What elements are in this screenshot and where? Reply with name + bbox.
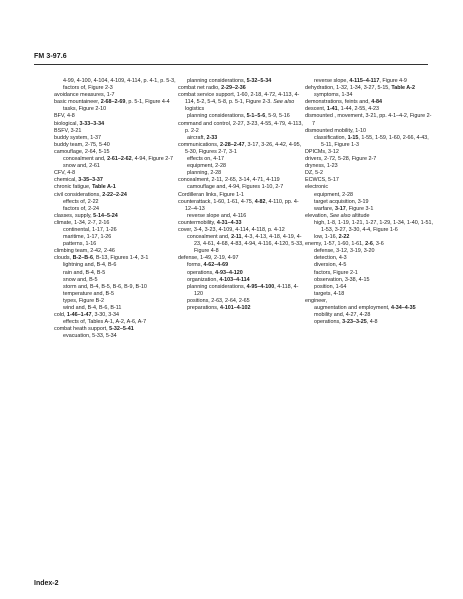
index-entry: dismounted mobility, 1-10 (305, 127, 367, 134)
index-subentry: warfare, 3-17, Figure 3-1 (314, 205, 374, 212)
index-subentry: types, Figure B-2 (63, 297, 105, 304)
index-entry: BSFV, 3-21 (54, 127, 82, 134)
index-entry: DPICMs, 3-12 (305, 148, 339, 155)
index-subentry: factors of, Figure 2-3 (63, 85, 113, 92)
index-subentry: planning considerations, 5-32–5-34 (187, 78, 272, 84)
index-subentry: equipment, 2-28 (187, 163, 226, 170)
index-entry: Cordilleran links, Figure 1-1 (178, 191, 244, 198)
header-rule (34, 64, 428, 65)
index-subentry: positions, 2-63, 2-64, 2-65 (187, 297, 250, 304)
index-subentry: classification, 1-15, 1-55, 1-59, 1-60, 2-66, 4-43, 5-11, Figure 1-3 (314, 134, 429, 148)
index-subentry: operations, 3-23–3-25, 4-8 (314, 319, 378, 326)
index-subentry: low, 1-16, 2-22 (314, 234, 350, 241)
index-entry: cold, 1-46–1-47, 3-30, 3-34 (54, 312, 120, 319)
index-subentry: continental, 1-17, 1-26 (63, 226, 117, 233)
index-subentry: patterns, 1-16 (63, 241, 97, 248)
index-subentry: planning considerations, 5-1–5-6, 5-9, 5-16 (187, 113, 290, 120)
index-entry: chemical, 3-35–3-37 (54, 177, 103, 184)
index-entry: electronic (305, 184, 329, 191)
index-subentry: planning, 2-28 (187, 170, 222, 177)
index-subentry: high, 1-8, 1-19, 1-21, 1-27, 1-29, 1-34, 1-40, 1-51, 1-53, 3-27, 3-30, 4-4, Figure 1-6 (314, 219, 433, 233)
index-subentry: reverse slope and, 4-116 (187, 212, 247, 219)
index-subentry: targets, 4-18 (314, 290, 345, 297)
index-subentry: equipment, 2-28 (314, 191, 353, 198)
index-entry: cover, 3-4, 3-23, 4-109, 4-114, 4-118, p. 4-12 (178, 226, 285, 233)
index-entry: combat service support, 1-60, 2-18, 4-72, 4-113, 4-114, 5-2, 5-4, 5-8, p. 5-1, Figure 2-3. See also logistics (178, 92, 300, 113)
index-subentry: concealment and, 2-11, 4-3, 4-13, 4-18, 4-19, 4-23, 4-61, 4-68, 4-83, 4-94, 4-116, 4-120, 5-33, Figure 4-8 (187, 234, 304, 255)
index-entry: classes, supply, 5-14–5-24 (54, 212, 118, 219)
index-subentry: effects of, 2-22 (63, 198, 99, 205)
index-subentry: 4-99, 4-100, 4-104, 4-109, 4-114, p. 4-1, p. 5-3, (63, 78, 176, 84)
index-entry: counterattack, 1-60, 1-61, 4-75, 4-82, 4-110, pp. 4-12–4-13 (178, 198, 299, 212)
index-entry: CFV, 4-8 (54, 170, 76, 177)
index-subentry: snow and, B-5 (63, 276, 98, 283)
index-entry: dismounted , movement, 3-21, pp. 4-1–4-2, Figure 2-7 (305, 113, 432, 127)
index-entry: defense, 1-49, 2-19, 4-97 (178, 255, 239, 262)
index-subentry: tasks, Figure 2-10 (63, 106, 107, 113)
index-subentry: maritime, 1-17, 1-26 (63, 234, 112, 241)
index-subentry: organization, 4-103–4-114 (187, 276, 250, 283)
index-entry: buddy system, 1-37 (54, 134, 102, 141)
index-subentry: lightning and, B-4, B-6 (63, 262, 117, 269)
index-entry: climbing team, 2-42, 2-46 (54, 248, 115, 255)
index-subentry: rain and, B-4, B-5 (63, 269, 106, 276)
index-entry: drivers, 2-72, 5-28, Figure 2-7 (305, 156, 377, 163)
index-entry: dryness, 1-23 (305, 163, 338, 170)
index-subentry: reverse slope, 4-115–4-117, Figure 4-9 (314, 78, 407, 84)
header-doc-id: FM 3-97.6 (34, 53, 67, 60)
index-subentry: planning considerations, 4-95–4-100, 4-118, 4-120 (187, 283, 299, 297)
index-subentry: storm and, B-4, B-5, B-6, B-9, B-10 (63, 283, 147, 290)
index-entry: engineer, (305, 297, 328, 304)
index-entry: climate, 1-34, 2-7, 2-16 (54, 219, 110, 226)
index-subentry: wind and, B-4, B-6, B-11 (63, 305, 122, 311)
index-entry: camouflage, 2-64, 5-15 (54, 148, 110, 155)
index-column-1 (54, 78, 182, 340)
index-entry: enemy, 1-57, 1-60, 1-61, 2-6, 3-6 (305, 241, 384, 248)
index-entry: clouds, B-2–B-6, B-13, Figures 1-4, 3-1 (54, 255, 149, 262)
index-column-2 (178, 78, 306, 312)
index-entry: chronic fatigue, Table A-1 (54, 184, 116, 191)
index-entry: dehydration, 1-32, 1-34, 3-27, 5-15, Table A-2 (305, 85, 415, 92)
index-subentry: target acquisition, 3-19 (314, 198, 369, 205)
index-entry: ECWCS, 5-17 (305, 177, 339, 184)
index-entry: DZ, 5-2 (305, 170, 323, 177)
index-entry: concealment, 2-11, 2-65, 3-14, 4-71, 4-119 (178, 177, 280, 184)
index-subentry: operations, 4-93–4-120 (187, 269, 243, 276)
index-subentry: evacuation, 5-33, 5-34 (63, 333, 117, 340)
index-entry: basic mountaineer, 2-68–2-69, p. 5-1, Figure 4-4 (54, 99, 170, 106)
index-entry: buddy team, 2-75, 5-40 (54, 141, 110, 148)
footer-page-label: Index-2 (34, 580, 59, 587)
index-entry: descent, 1-41, 1-44, 2-55, 4-23 (305, 106, 380, 113)
index-subentry: temperature and, B-5 (63, 290, 114, 297)
index-entry: combat heath support, 5-32–5-41 (54, 326, 134, 333)
index-entry: avoidance measures, 1-7 (54, 92, 115, 99)
index-subentry: factors of, 2-24 (63, 205, 99, 212)
index-subentry: concealment and, 2-61–2-62, 4-94, Figure 2-7 (63, 156, 173, 163)
index-subentry: snow and, 2-61 (63, 163, 100, 170)
index-subentry: factors, Figure 2-1 (314, 269, 358, 276)
index-entry: command and control, 2-27, 3-23, 4-55, 4-79, 4-113, p. 2-2 (178, 120, 303, 134)
index-subentry: preparations, 4-101–4-102 (187, 305, 251, 311)
index-subentry: detection, 4-3 (314, 255, 347, 262)
index-entry: countermobility, 4-31–4-33 (178, 219, 242, 226)
index-entry: combat net radio, 2-29–2-36 (178, 85, 246, 92)
index-subentry: effects of, Tables A-1, A-2, A-6, A-7 (63, 319, 147, 326)
index-entry: BFV, 4-8 (54, 113, 75, 120)
index-subentry: defense, 3-12, 3-19, 3-20 (314, 248, 375, 255)
index-entry: biological, 3-33–3-34 (54, 120, 105, 127)
index-subentry: augmentation and employment, 4-34–4-35 (314, 305, 416, 311)
index-column-3 (305, 78, 433, 326)
index-subentry: observation, 3-38, 4-15 (314, 276, 370, 283)
index-subentry: symptoms, 1-34 (314, 92, 353, 99)
index-entry: demonstrations, feints and, 4-84 (305, 99, 383, 106)
index-entry: civil considerations, 2-22–2-24 (54, 191, 127, 198)
index-subentry: position, 1-64 (314, 283, 347, 290)
index-subentry: forms, 4-62–4-69 (187, 262, 229, 269)
index-subentry: aircraft, 2-33 (187, 134, 218, 141)
index-entry: elevation, See also altitude (305, 212, 370, 219)
index-subentry: mobility and, 4-27, 4-28 (314, 312, 371, 319)
index-entry: communications, 2-28–2-47, 3-17, 3-26, 4-42, 4-95, 5-30, Figures 2-7, 3-1 (178, 141, 302, 155)
index-subentry: diversion, 4-5 (314, 262, 347, 269)
index-subentry: camouflage and, 4-94, Figures 1-10, 2-7 (187, 184, 284, 191)
index-subentry: effects on, 4-17 (187, 156, 225, 163)
